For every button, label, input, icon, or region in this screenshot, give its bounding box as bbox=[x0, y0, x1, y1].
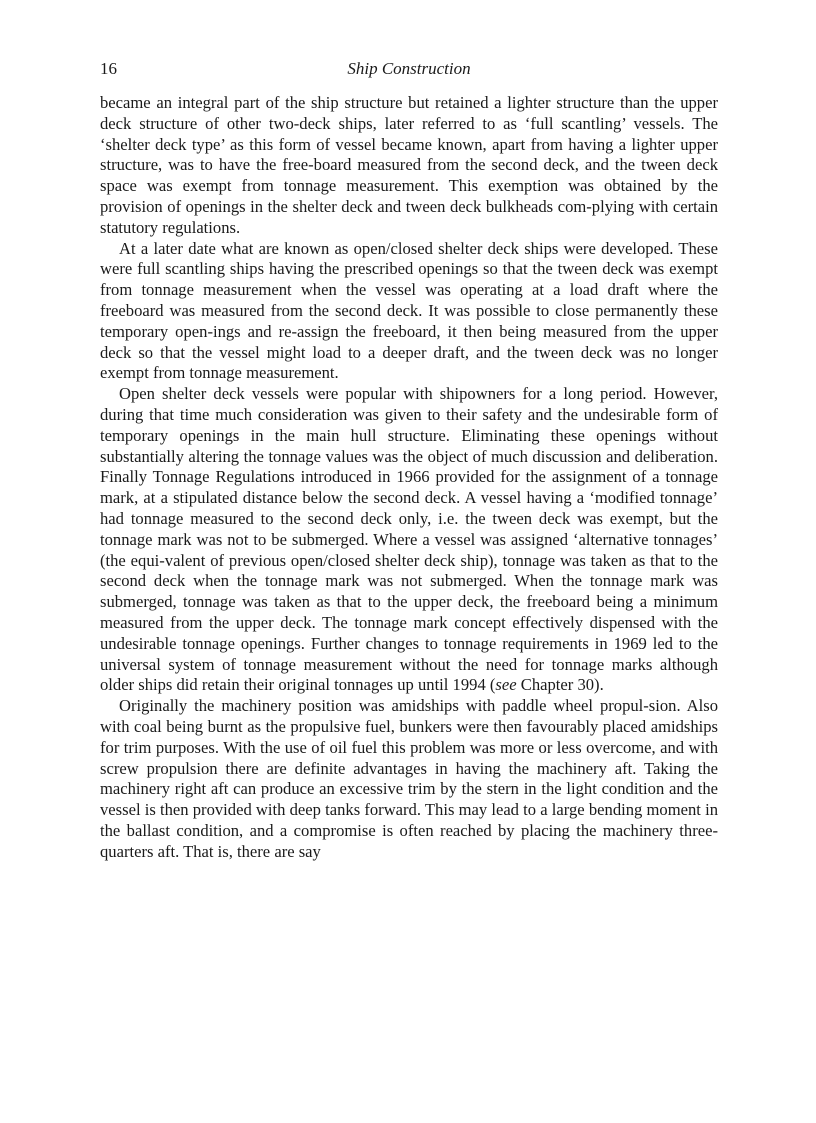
running-head bbox=[100, 56, 718, 82]
tonnage-paragraph-text: Open shelter deck vessels were popular with shipowners for a long period. However, during that time much consideration was given to their safety and the undesirable form of temporary openings in the main hull structure. Eliminating these openings without substantially altering the tonnage values was the object of much discussion and deliberation. Finally Tonnage Regulations introduced in 1966 provided for the assignment of a tonnage mark, at a stipulated distance below the second deck. A vessel having a ‘modified tonnage’ had tonnage measured to the second deck only, i.e. the tween deck was exempt, but the tonnage mark was not to be submerged. Where a vessel was assigned ‘alternative tonnages’ (the equi-valent of previous open/closed shelter deck ship), tonnage was taken as that to the second deck when the tonnage mark was not submerged. When the tonnage mark was submerged, tonnage was taken as that to the upper deck, the freeboard being a minimum measured from the upper deck. The tonnage mark concept effectively dispensed with the undesirable tonnage openings. Further changes to tonnage requirements in 1969 led to the universal system of tonnage measurement without the need for tonnage marks although older ships did retain their original tonnages up until 1994 ( bbox=[100, 384, 718, 695]
book-page bbox=[100, 56, 718, 862]
page-number: 16 bbox=[100, 59, 117, 78]
paragraph-tonnage-regulations bbox=[100, 384, 718, 696]
body-text bbox=[100, 93, 718, 862]
see-reference: see bbox=[495, 675, 517, 695]
paragraph-continued: became an integral part of the ship structure but retained a lighter structure than the upper deck structure of other two-deck ships, later referred to as ‘full scantling’ vessels. The ‘shelter deck type’ as this form of vessel became known, apart from having a lighter upper structure, was to have the free-board measured from the second deck, and the tween deck space was exempt from tonnage measurement. This exemption was obtained by the provision of openings in the shelter deck and tween deck bulkheads com-plying with certain statutory regulations. bbox=[100, 93, 718, 237]
paragraph-machinery-position: Originally the machinery position was amidships with paddle wheel propul-sion. Also with coal being burnt as the propulsive fuel, bunkers were then favourably placed amidships for trim purposes. With the use of oil fuel this problem was more or less overcome, and with screw propulsion there are definite advantages in having the machinery aft. Taking the machinery right aft can produce an excessive trim by the stern in the light condition and the vessel is then provided with deep tanks forward. This may lead to a large bending moment in the ballast condition, and a compromise is often reached by placing the machinery three-quarters aft. That is, there are say bbox=[100, 696, 718, 861]
paragraph-open-closed-shelter-deck: At a later date what are known as open/closed shelter deck ships were developed. These were full scantling ships having the prescribed openings so that the tween deck was exempt from tonnage measurement when the vessel was operating at a load draft where the freeboard was measured from the second deck. It was possible to close permanently these temporary open-ings and re-assign the freeboard, it then being measured from the upper deck so that the vessel might load to a deeper draft, and the tween deck was no longer exempt from tonnage measurement. bbox=[100, 238, 718, 383]
running-title: Ship Construction bbox=[347, 59, 471, 78]
chapter-reference: Chapter 30). bbox=[516, 675, 604, 695]
